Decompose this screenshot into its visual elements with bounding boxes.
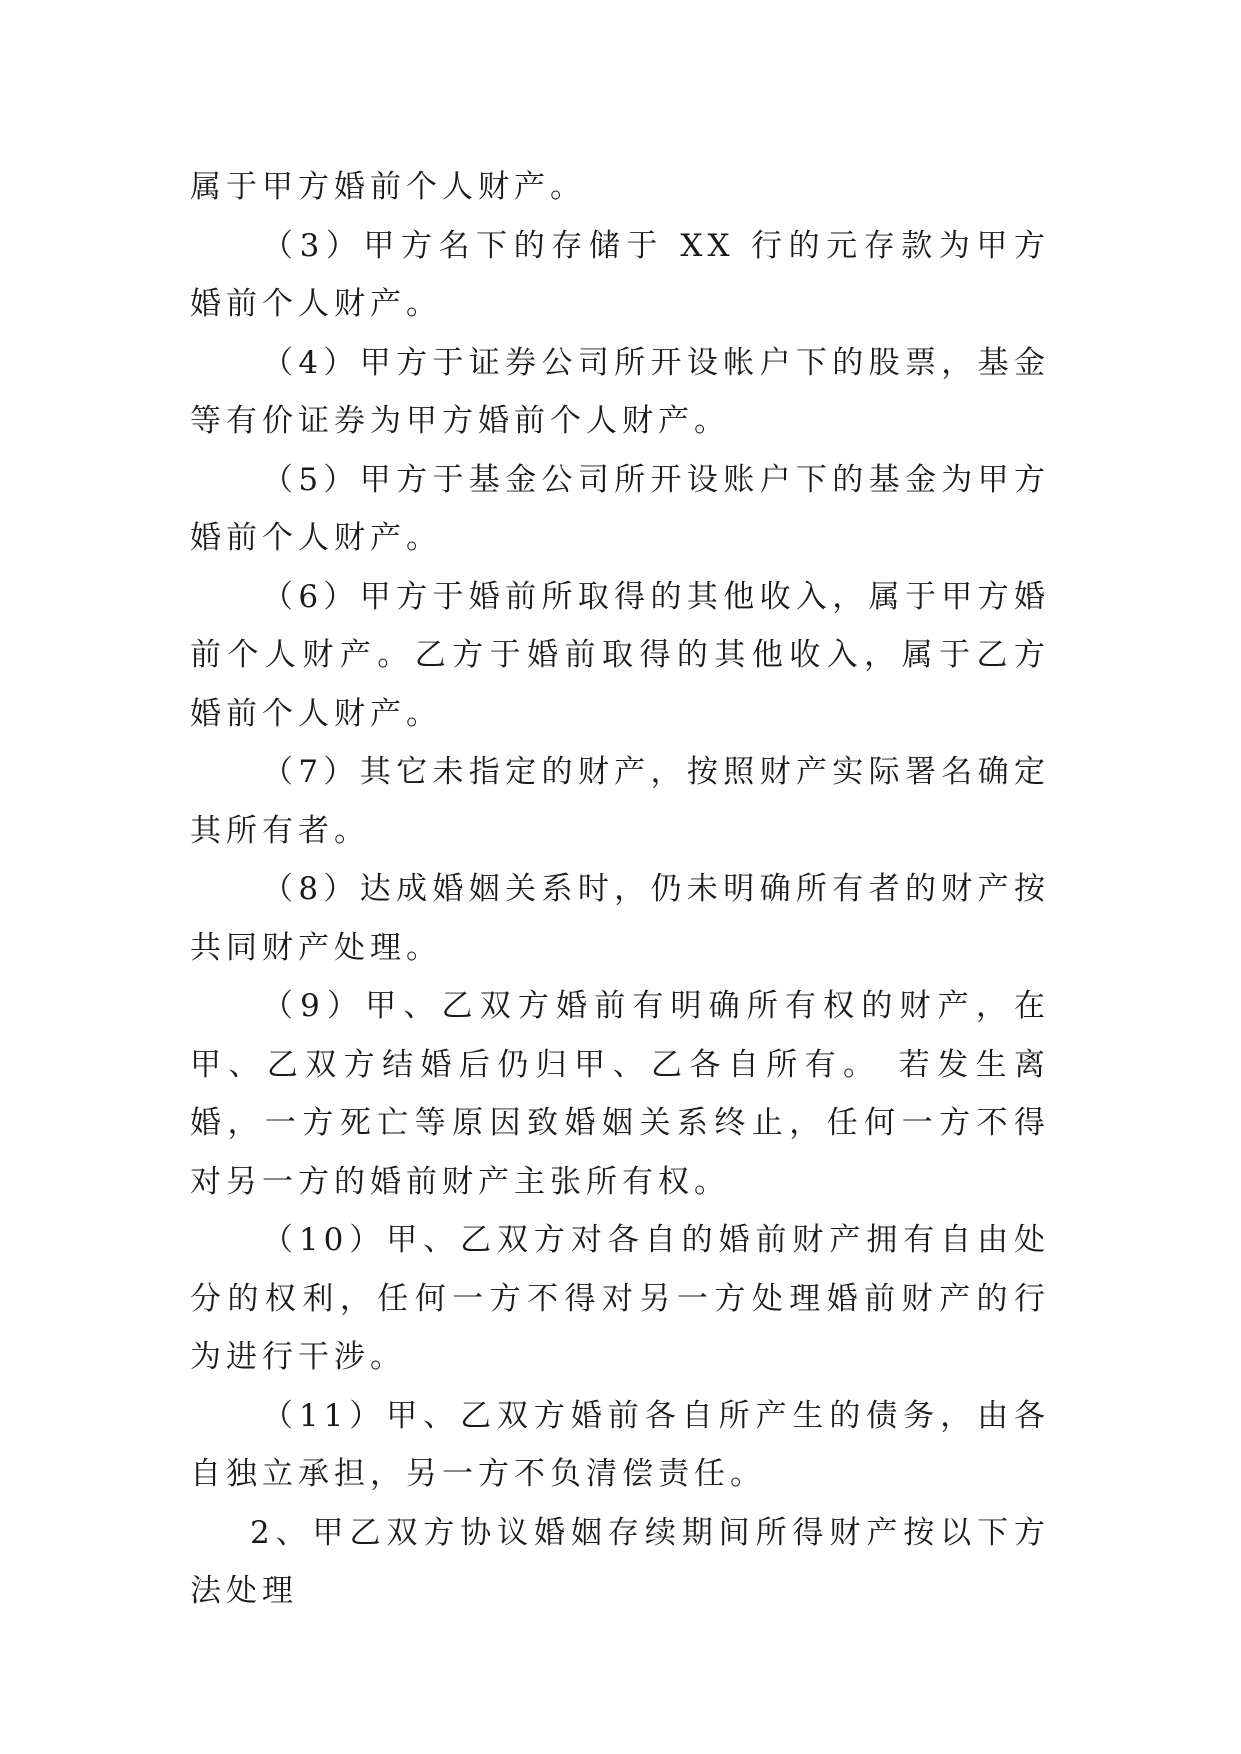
clause-10: （10）甲、乙双方对各自的婚前财产拥有自由处分的权利，任何一方不得对另一方处理婚前财产的行为进行干涉。 bbox=[190, 1222, 1050, 1375]
clause-9: （9）甲、乙双方婚前有明确所有权的财产，在甲、乙双方结婚后仍归甲、乙各自所有。 若发生离婚，一方死亡等原因致婚姻关系终止，任何一方不得对另一方的婚前财产主张所有权。 bbox=[190, 988, 1050, 1200]
document-body bbox=[190, 158, 1050, 1621]
section-2-heading: 2、甲乙双方协议婚姻存续期间所得财产按以下方法处理 bbox=[190, 1514, 1050, 1609]
clause-6: （6）甲方于婚前所取得的其他收入，属于甲方婚前个人财产。乙方于婚前取得的其他收入，属于乙方婚前个人财产。 bbox=[190, 578, 1050, 732]
clause-7: （7）其它未指定的财产，按照财产实际署名确定其所有者。 bbox=[190, 754, 1050, 849]
clause-8: （8）达成婚姻关系时，仍未明确所有者的财产按共同财产处理。 bbox=[190, 871, 1050, 966]
clause-4: （4）甲方于证券公司所开设帐户下的股票，基金等有价证券为甲方婚前个人财产。 bbox=[190, 344, 1050, 439]
clause-5: （5）甲方于基金公司所开设账户下的基金为甲方婚前个人财产。 bbox=[190, 461, 1050, 556]
clause-3: （3）甲方名下的存储于 XX 行的元存款为甲方婚前个人财产。 bbox=[190, 227, 1050, 322]
paragraph-continuation: 属于甲方婚前个人财产。 bbox=[190, 169, 586, 205]
clause-11: （11）甲、乙双方婚前各自所产生的债务，由各自独立承担，另一方不负清偿责任。 bbox=[190, 1397, 1050, 1492]
